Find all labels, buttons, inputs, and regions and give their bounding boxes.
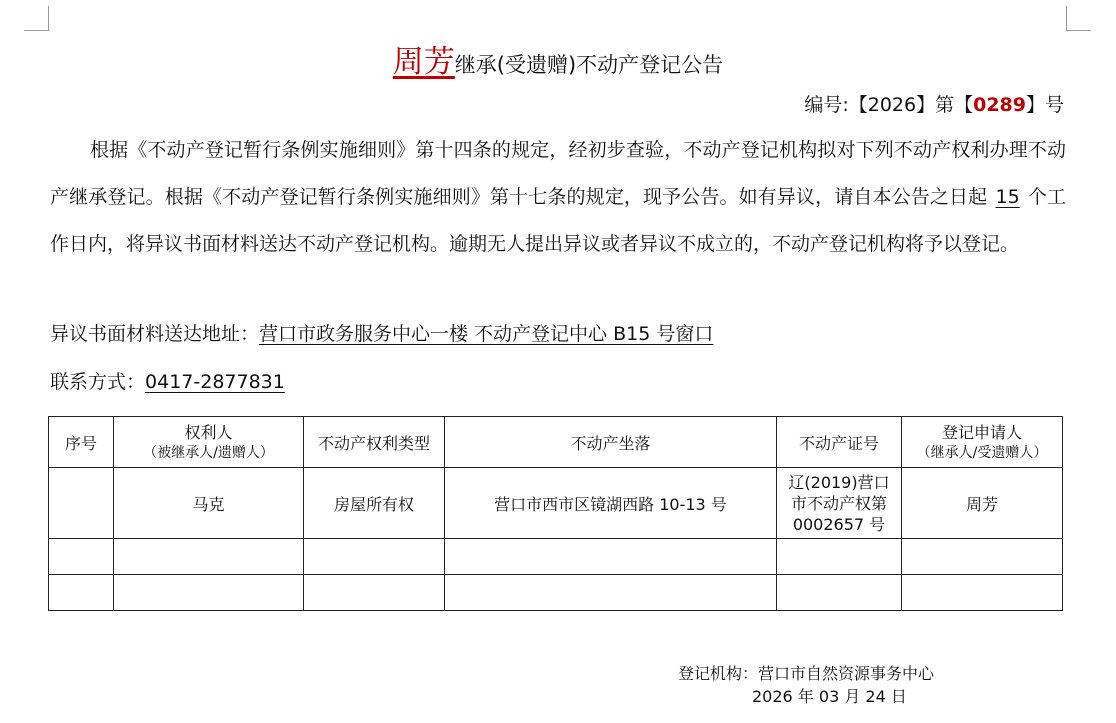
table-row-empty bbox=[49, 575, 1063, 611]
cell-right-type: 房屋所有权 bbox=[304, 468, 445, 539]
cert-line: 辽(2019)营口 bbox=[788, 472, 890, 492]
notice-date: 2026 年 03 月 24 日 bbox=[752, 687, 907, 706]
doc-number-value: 0289 bbox=[973, 94, 1026, 116]
title-text: 继承(受遗赠)不动产登记公告 bbox=[454, 53, 724, 77]
table-row bbox=[49, 468, 1063, 539]
contact-line bbox=[50, 367, 285, 394]
property-table bbox=[48, 416, 1063, 611]
address-label: 异议书面材料送达地址： bbox=[50, 323, 260, 345]
cell-location: 营口市西市区镜湖西路 10-13 号 bbox=[445, 468, 777, 539]
header-location: 不动产坐落 bbox=[445, 417, 777, 468]
body-text-after: 个工作日内，将异议书面材料送达不动产登记机构。逾期无人提出异议或者异议不成立的，不动产登记机构将予以登记。 bbox=[50, 186, 1066, 255]
page-corner-mark-right bbox=[1066, 6, 1091, 31]
header-applicant bbox=[902, 417, 1063, 468]
notice-title bbox=[0, 36, 1116, 81]
objection-days: 15 bbox=[995, 186, 1020, 208]
header-holder-main: 权利人 bbox=[184, 422, 233, 442]
header-cert-no: 不动产证号 bbox=[777, 417, 902, 468]
cell-cert-no bbox=[777, 468, 902, 539]
contact-label: 联系方式： bbox=[50, 371, 146, 393]
doc-number-suffix: 】号 bbox=[1025, 94, 1064, 116]
cell-holder: 马克 bbox=[114, 468, 304, 539]
contact-value: 0417-2877831 bbox=[145, 371, 285, 393]
header-applicant-sub: （继承人/受遗赠人） bbox=[916, 444, 1048, 461]
table-header-row bbox=[49, 417, 1063, 468]
header-holder-sub: （被继承人/遗赠人） bbox=[143, 444, 274, 461]
cell-applicant: 周芳 bbox=[902, 468, 1063, 539]
doc-number-prefix: 编号:【2026】第【 bbox=[804, 94, 974, 116]
notice-body bbox=[50, 127, 1066, 268]
address-value: 营口市政务服务中心一楼 不动产登记中心 B15 号窗口 bbox=[259, 323, 714, 345]
document-number bbox=[804, 90, 1064, 117]
header-seq: 序号 bbox=[49, 417, 114, 468]
table-row-empty bbox=[49, 539, 1063, 575]
body-text-before: 根据《不动产登记暂行条例实施细则》第十四条的规定，经初步查验，不动产登记机构拟对下列不动产权利办理不动产继承登记。根据《不动产登记暂行条例实施细则》第十七条的规定，现予公告。如有异议，请自本公告之日起 bbox=[50, 139, 1066, 208]
address-line bbox=[50, 319, 713, 346]
registration-authority: 登记机构：营口市自然资源事务中心 bbox=[678, 664, 935, 683]
header-holder bbox=[114, 417, 304, 468]
cert-line: 市不动产权第 bbox=[790, 493, 887, 513]
title-applicant-name: 周芳 bbox=[392, 44, 455, 80]
page-corner-mark-left bbox=[24, 6, 49, 31]
cert-line: 0002657 号 bbox=[792, 514, 886, 534]
header-applicant-main: 登记申请人 bbox=[941, 422, 1022, 442]
cell-seq bbox=[49, 468, 114, 539]
header-right-type: 不动产权利类型 bbox=[304, 417, 445, 468]
